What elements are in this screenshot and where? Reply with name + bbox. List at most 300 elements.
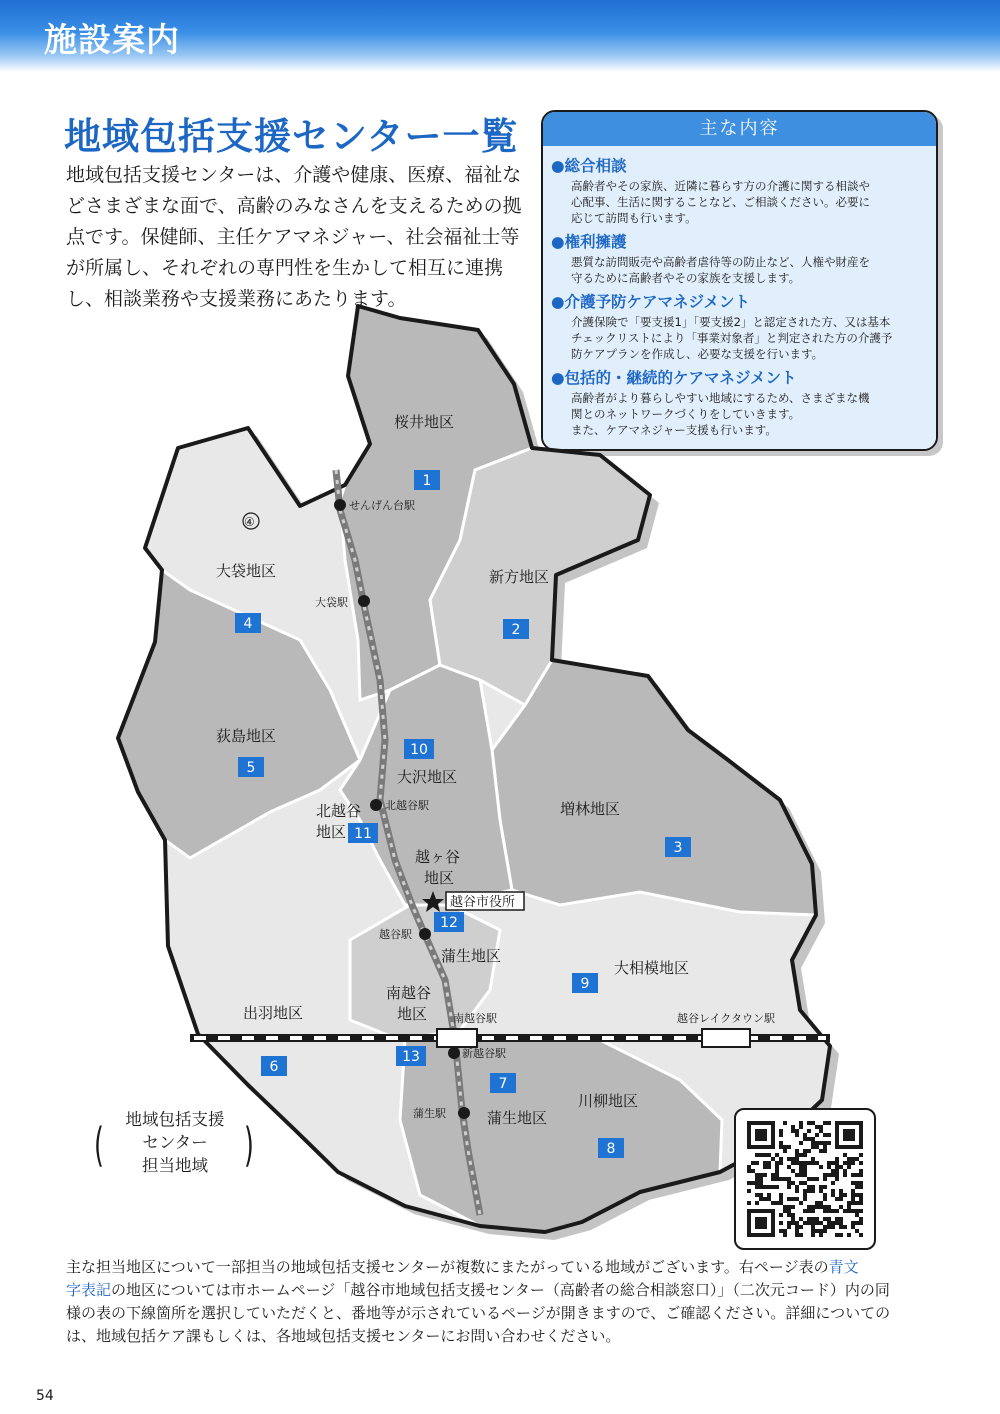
district-label-gamo-north: 蒲生地区 xyxy=(441,947,502,965)
qr-module xyxy=(851,1189,855,1193)
qr-module xyxy=(827,1205,831,1209)
qr-module xyxy=(787,1209,791,1213)
qr-module xyxy=(779,1141,783,1145)
qr-module xyxy=(799,1153,803,1157)
section-line: 高齢者やその家族、近隣に暮らす方の介護に関する相談や xyxy=(571,179,870,193)
qr-module xyxy=(811,1217,815,1221)
qr-module xyxy=(823,1225,827,1229)
qr-module xyxy=(815,1201,819,1205)
section-title: 施設案内 xyxy=(44,20,180,59)
qr-module xyxy=(771,1201,775,1205)
qr-module xyxy=(815,1177,819,1181)
qr-module xyxy=(827,1209,831,1213)
qr-module xyxy=(831,1225,835,1229)
district-label-koshigaya: 越ヶ谷 xyxy=(415,848,461,866)
qr-module xyxy=(795,1161,799,1165)
district-label-minamikoshigaya: 南越谷 xyxy=(386,984,432,1002)
qr-module xyxy=(787,1185,791,1189)
qr-module xyxy=(807,1137,811,1141)
qr-module xyxy=(787,1213,791,1217)
district-label-koshigaya-2: 地区 xyxy=(424,869,455,887)
qr-module xyxy=(783,1149,787,1153)
qr-module xyxy=(755,1217,767,1229)
qr-module xyxy=(799,1165,803,1169)
qr-module xyxy=(779,1177,783,1181)
qr-module xyxy=(755,1181,759,1185)
qr-module xyxy=(795,1133,799,1137)
qr-module xyxy=(819,1141,823,1145)
qr-module xyxy=(859,1197,863,1201)
legend-line: 地域包括支援 xyxy=(125,1110,225,1129)
qr-module xyxy=(775,1153,779,1157)
qr-module xyxy=(851,1197,855,1201)
region-masubayashi xyxy=(492,660,816,915)
qr-module xyxy=(803,1149,807,1153)
district-label-kawayanagi: 川柳地区 xyxy=(578,1092,639,1110)
qr-module xyxy=(859,1217,863,1221)
qr-module xyxy=(847,1201,851,1205)
station-label-obukuro: 大袋駅 xyxy=(315,596,348,609)
qr-module xyxy=(779,1161,783,1165)
qr-module xyxy=(811,1233,815,1237)
qr-module xyxy=(811,1141,815,1145)
footnote-line: 様の表の下線箇所を選択していただくと、番地等が示されているページが開きますので、ご確認ください。詳細についての xyxy=(66,1304,891,1322)
district-label-osawa: 大沢地区 xyxy=(397,768,458,786)
qr-module xyxy=(763,1197,767,1201)
qr-module xyxy=(855,1181,859,1185)
qr-module xyxy=(807,1205,811,1209)
qr-module xyxy=(767,1193,771,1197)
qr-module xyxy=(835,1169,839,1173)
qr-module xyxy=(787,1225,791,1229)
qr-module xyxy=(803,1193,807,1197)
qr-module xyxy=(847,1161,851,1165)
qr-module xyxy=(843,1129,855,1141)
qr-module xyxy=(815,1221,819,1225)
qr-module xyxy=(747,1189,751,1193)
qr-module xyxy=(819,1221,823,1225)
qr-module xyxy=(851,1209,855,1213)
qr-module xyxy=(811,1121,815,1125)
qr-module xyxy=(747,1165,751,1169)
qr-module xyxy=(807,1177,811,1181)
qr-module xyxy=(835,1161,839,1165)
qr-module xyxy=(855,1201,859,1205)
qr-module xyxy=(803,1221,807,1225)
qr-module xyxy=(855,1185,859,1189)
qr-module xyxy=(831,1173,835,1177)
legend-paren-right: ) xyxy=(244,1118,254,1172)
qr-module xyxy=(795,1229,799,1233)
qr-module xyxy=(803,1197,807,1201)
station-dot-shinkoshigaya xyxy=(448,1047,460,1059)
district-label-dewa: 出羽地区 xyxy=(243,1004,304,1022)
qr-module xyxy=(815,1133,819,1137)
qr-module xyxy=(803,1181,807,1185)
qr-module xyxy=(807,1221,811,1225)
qr-module xyxy=(747,1181,751,1185)
qr-module xyxy=(847,1233,851,1237)
qr-module xyxy=(843,1193,847,1197)
qr-module xyxy=(815,1141,819,1145)
qr-module xyxy=(791,1221,795,1225)
qr-module xyxy=(823,1193,827,1197)
qr-module xyxy=(799,1141,803,1145)
district-badge-9: 9 xyxy=(580,976,590,992)
qr-module xyxy=(843,1173,847,1177)
district-label-gamo-south: 蒲生地区 xyxy=(487,1109,548,1127)
qr-module xyxy=(775,1201,779,1205)
qr-module xyxy=(823,1177,827,1181)
qr-module xyxy=(851,1221,855,1225)
qr-module xyxy=(811,1221,815,1225)
map-legend xyxy=(96,1108,254,1186)
qr-module xyxy=(839,1233,843,1237)
qr-module xyxy=(843,1169,847,1173)
qr-module xyxy=(755,1153,759,1157)
qr-module xyxy=(851,1173,855,1177)
qr-module xyxy=(807,1149,811,1153)
qr-module xyxy=(815,1145,819,1149)
qr-module xyxy=(759,1197,763,1201)
qr-module xyxy=(811,1205,815,1209)
qr-module xyxy=(847,1209,851,1213)
qr-module xyxy=(823,1121,827,1125)
legend-paren-left: ( xyxy=(94,1118,104,1172)
qr-module xyxy=(847,1165,851,1169)
qr-module xyxy=(795,1197,799,1201)
qr-module xyxy=(763,1165,767,1169)
qr-module xyxy=(791,1205,795,1209)
qr-module xyxy=(819,1149,823,1153)
qr-module xyxy=(827,1141,831,1145)
qr-module xyxy=(823,1149,827,1153)
qr-module xyxy=(835,1217,839,1221)
footnote-text: の地区については市ホームページ「越谷市地域包括支援センター（高齢者の総合相談窓口）」（二次元コード）内の同 xyxy=(111,1281,890,1299)
qr-module xyxy=(779,1193,783,1197)
qr-module xyxy=(827,1225,831,1229)
qr-module xyxy=(803,1153,807,1157)
qr-module xyxy=(747,1201,751,1205)
district-badge-1: 1 xyxy=(422,473,432,489)
qr-module xyxy=(807,1121,811,1125)
station-label-minamikoshigaya: 南越谷駅 xyxy=(453,1012,497,1025)
qr-module xyxy=(855,1221,859,1225)
qr-module xyxy=(771,1157,775,1161)
section-heading-continuous: ●包括的・継続的ケアマネジメント xyxy=(551,369,797,387)
qr-module xyxy=(839,1197,843,1201)
qr-module xyxy=(775,1185,779,1189)
station-dot-obukuro xyxy=(358,595,370,607)
qr-module xyxy=(807,1189,811,1193)
qr-module xyxy=(783,1177,787,1181)
qr-module xyxy=(767,1185,771,1189)
district-label-minamikoshigaya-2: 地区 xyxy=(397,1005,428,1023)
qr-module xyxy=(855,1193,859,1197)
qr-module xyxy=(791,1161,795,1165)
qr-module xyxy=(859,1185,863,1189)
section-line: 関とのネットワークづくりをしていきます。 xyxy=(571,407,801,421)
qr-module xyxy=(779,1221,783,1225)
district-badge-5: 5 xyxy=(246,760,256,776)
section-heading-rights: ●権利擁護 xyxy=(551,233,627,251)
section-line: 悪質な訪問販売や高齢者虐待等の防止など、人権や財産を xyxy=(571,255,870,269)
qr-module xyxy=(755,1185,759,1189)
qr-module xyxy=(767,1165,771,1169)
station-dot-gamo xyxy=(458,1107,470,1119)
qr-module xyxy=(783,1145,787,1149)
section-heading-prevention: ●介護予防ケアマネジメント xyxy=(551,293,751,311)
section-line: 防ケアプランを作成し、必要な支援を行います。 xyxy=(571,347,824,361)
qr-module xyxy=(823,1197,827,1201)
qr-module xyxy=(823,1173,827,1177)
qr-module xyxy=(823,1185,827,1189)
qr-module xyxy=(779,1129,783,1133)
station-dot-koshigaya xyxy=(419,928,431,940)
qr-module xyxy=(819,1129,823,1133)
intro-line: 点です。保健師、主任ケアマネジャー、社会福祉士等 xyxy=(66,226,520,248)
qr-module xyxy=(811,1229,815,1233)
section-line: 守るために高齢者やその家族を支援します。 xyxy=(571,271,801,285)
qr-module xyxy=(855,1213,859,1217)
qr-module xyxy=(787,1145,791,1149)
qr-module xyxy=(779,1197,783,1201)
qr-module xyxy=(835,1165,839,1169)
laketown-platform xyxy=(702,1029,750,1047)
qr-module xyxy=(855,1157,859,1161)
qr-module xyxy=(771,1177,775,1181)
qr-module xyxy=(751,1169,755,1173)
district-badge-3: 3 xyxy=(673,840,683,856)
page-number: 54 xyxy=(36,1388,54,1404)
qr-module xyxy=(791,1197,795,1201)
qr-module xyxy=(851,1161,855,1165)
footnote-blue-text: 青文 xyxy=(828,1258,859,1276)
district-label-oosagami: 大相模地区 xyxy=(614,959,690,977)
qr-module xyxy=(779,1157,783,1161)
district-label-sakurai: 桜井地区 xyxy=(394,413,455,431)
section-line: 介護保険で「要支援1」「要支援2」と認定された方、又は基本 xyxy=(571,315,891,329)
section-line: 心配事、生活に関することなど、ご相談ください。必要に xyxy=(571,195,870,209)
intro-line: どさまざまな面で、高齢のみなさんを支えるための拠 xyxy=(66,195,522,217)
qr-module xyxy=(811,1145,815,1149)
footnote-line: は、地域包括ケア課もしくは、各地域包括支援センターにお問い合わせください。 xyxy=(66,1327,621,1345)
qr-module xyxy=(795,1149,799,1153)
district-badge-10: 10 xyxy=(410,742,428,758)
qr-module xyxy=(807,1185,811,1189)
qr-module xyxy=(783,1121,787,1125)
qr-module xyxy=(795,1153,799,1157)
qr-module xyxy=(795,1129,799,1133)
qr-module xyxy=(839,1193,843,1197)
qr-module xyxy=(831,1193,835,1197)
qr-module xyxy=(759,1193,763,1197)
qr-module xyxy=(775,1173,779,1177)
qr-module xyxy=(815,1229,819,1233)
qr-module xyxy=(787,1205,791,1209)
qr-module xyxy=(763,1173,767,1177)
qr-module xyxy=(803,1169,807,1173)
qr-module xyxy=(835,1233,839,1237)
qr-module xyxy=(839,1217,843,1221)
qr-module xyxy=(831,1169,835,1173)
qr-module xyxy=(795,1225,799,1229)
qr-module xyxy=(807,1161,811,1165)
qr-module xyxy=(819,1229,823,1233)
qr-module xyxy=(783,1205,787,1209)
qr-module xyxy=(803,1161,807,1165)
qr-module xyxy=(859,1233,863,1237)
qr-module xyxy=(791,1181,795,1185)
qr-module xyxy=(811,1177,815,1181)
qr-module xyxy=(791,1169,795,1173)
qr-module xyxy=(799,1181,803,1185)
qr-module xyxy=(831,1181,835,1185)
qr-module xyxy=(783,1233,787,1237)
qr-module xyxy=(751,1161,755,1165)
qr-module xyxy=(779,1145,783,1149)
qr-module xyxy=(759,1185,763,1189)
district-label-masubayashi: 増林地区 xyxy=(560,800,621,818)
qr-module xyxy=(755,1177,759,1181)
qr-module xyxy=(851,1193,855,1197)
qr-module xyxy=(839,1189,843,1193)
intro-line: 地域包括支援センターは、介護や健康、医療、福祉な xyxy=(66,164,522,186)
qr-module xyxy=(767,1197,771,1201)
qr-module xyxy=(803,1173,807,1177)
footnote-line xyxy=(66,1256,946,1279)
qr-module xyxy=(763,1153,767,1157)
qr-module xyxy=(767,1161,771,1165)
qr-module xyxy=(843,1153,847,1157)
qr-module xyxy=(815,1217,819,1221)
district-badge-12: 12 xyxy=(440,915,458,931)
section-line: 高齢者がより暮らしやすい地域にするため、さまざまな機 xyxy=(571,391,870,405)
qr-module xyxy=(831,1189,835,1193)
qr-module xyxy=(799,1169,803,1173)
qr-module xyxy=(795,1189,799,1193)
qr-module xyxy=(803,1165,807,1169)
qr-module xyxy=(859,1169,863,1173)
qr-module xyxy=(815,1125,819,1129)
qr-module xyxy=(795,1157,799,1161)
qr-module xyxy=(859,1181,863,1185)
section-line: チェックリストにより「事業対象者」と判定された方の介護予 xyxy=(571,331,893,345)
qr-module xyxy=(835,1157,839,1161)
qr-module xyxy=(827,1133,831,1137)
qr-module xyxy=(839,1221,843,1225)
qr-module xyxy=(855,1173,859,1177)
qr-module xyxy=(823,1217,827,1221)
qr-module xyxy=(795,1221,799,1225)
qr-module xyxy=(823,1145,827,1149)
qr-module xyxy=(767,1153,771,1157)
qr-module xyxy=(811,1209,815,1213)
qr-module xyxy=(799,1233,803,1237)
qr-module xyxy=(819,1205,823,1209)
legend-line: 担当地域 xyxy=(142,1156,208,1175)
district-badge-4: 4 xyxy=(243,616,253,632)
qr-module xyxy=(819,1125,823,1129)
city-hall-label: 越谷市役所 xyxy=(450,895,516,910)
qr-module xyxy=(835,1173,839,1177)
qr-module xyxy=(795,1185,799,1189)
station-label-shinkoshigaya: 新越谷駅 xyxy=(462,1047,506,1060)
qr-module xyxy=(859,1209,863,1213)
qr-module xyxy=(799,1173,803,1177)
qr-module xyxy=(775,1161,779,1165)
qr-module xyxy=(803,1137,807,1141)
qr-module xyxy=(779,1201,783,1205)
station-label-kitakoshigaya: 北越谷駅 xyxy=(385,799,429,812)
district-badge-11: 11 xyxy=(354,826,372,842)
qr-module xyxy=(807,1129,811,1133)
qr-module xyxy=(811,1189,815,1193)
qr-module xyxy=(775,1177,779,1181)
qr-module xyxy=(791,1157,795,1161)
qr-module xyxy=(787,1181,791,1185)
qr-module xyxy=(799,1217,803,1221)
qr-module xyxy=(811,1161,815,1165)
qr-module xyxy=(859,1201,863,1205)
legend-line: センター xyxy=(142,1133,208,1152)
qr-module xyxy=(859,1153,863,1157)
qr-module xyxy=(799,1161,803,1165)
footnote xyxy=(66,1256,946,1348)
qr-module xyxy=(819,1185,823,1189)
qr-module xyxy=(835,1197,839,1201)
qr-module xyxy=(819,1165,823,1169)
qr-module xyxy=(775,1165,779,1169)
qr-module xyxy=(847,1205,851,1209)
qr-module xyxy=(763,1161,767,1165)
qr-module xyxy=(851,1201,855,1205)
station-label-sengendai: せんげん台駅 xyxy=(349,499,415,512)
qr-module xyxy=(755,1201,759,1205)
station-label-koshigaya: 越谷駅 xyxy=(379,928,412,941)
page-title: 地域包括支援センター一覧 xyxy=(64,115,519,158)
qr-module xyxy=(819,1189,823,1193)
district-label-ogishima: 荻島地区 xyxy=(216,727,277,745)
minami-koshigaya-platform xyxy=(437,1029,477,1047)
qr-code-icon xyxy=(747,1121,863,1237)
qr-module xyxy=(759,1173,763,1177)
qr-module xyxy=(827,1161,831,1165)
district-badge-2: 2 xyxy=(511,622,521,638)
station-dot-kitakoshigaya xyxy=(370,799,382,811)
qr-module xyxy=(795,1233,799,1237)
qr-module xyxy=(799,1121,803,1125)
station-label-gamo: 蒲生駅 xyxy=(413,1107,446,1120)
qr-module xyxy=(851,1157,855,1161)
qr-module xyxy=(851,1181,855,1185)
qr-module xyxy=(779,1133,783,1137)
qr-module xyxy=(855,1229,859,1233)
route-marker: ④ xyxy=(244,515,255,529)
qr-module xyxy=(755,1129,767,1141)
qr-module xyxy=(787,1197,791,1201)
qr-code[interactable] xyxy=(734,1108,876,1250)
qr-module xyxy=(835,1177,839,1181)
qr-module xyxy=(823,1209,827,1213)
station-dot-sengendai xyxy=(334,499,346,511)
content-box-header: 主な内容 xyxy=(543,112,936,146)
qr-module xyxy=(787,1177,791,1181)
qr-module xyxy=(847,1157,851,1161)
district-label-kitakoshigaya-2: 地区 xyxy=(316,823,347,841)
qr-module xyxy=(843,1225,847,1229)
qr-module xyxy=(823,1205,827,1209)
